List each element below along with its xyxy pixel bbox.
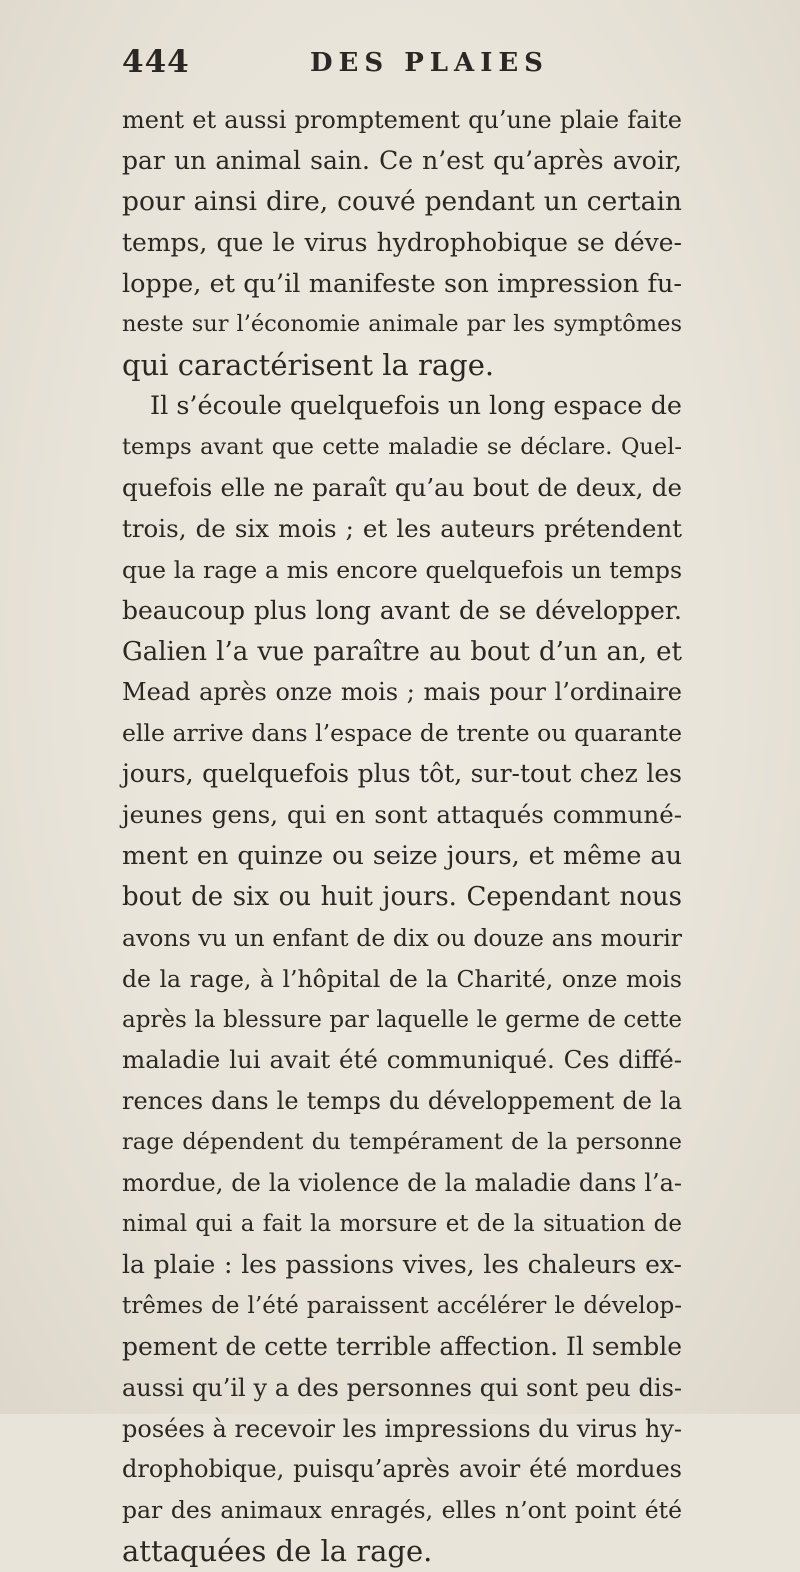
text-line: jours, quelquefois plus tôt, sur-tout chez les — [122, 759, 682, 789]
text-line: maladie lui avait été communiqué. Ces diffé- — [122, 1045, 682, 1075]
paragraph-end-line: qui caractérisent la rage. — [122, 348, 495, 383]
text-line: posées à recevoir les impressions du virus hy- — [122, 1414, 682, 1443]
paragraph-start-line: Il s’écoule quelquefois un long espace de — [150, 391, 682, 422]
text-line: loppe, et qu’il manifeste son impression fu- — [122, 268, 682, 299]
text-line: Mead après onze mois ; mais pour l’ordinaire — [122, 678, 682, 707]
text-line: rences dans le temps du développement de la — [122, 1087, 682, 1116]
text-line: pement de cette terrible affection. Il semble — [122, 1331, 682, 1361]
text-line: la plaie : les passions vives, les chaleurs ex- — [122, 1249, 682, 1279]
text-line: aussi qu’il y a des personnes qui sont peu dis- — [122, 1373, 682, 1402]
text-line: quefois elle ne paraît qu’au bout de deux, de — [122, 473, 682, 503]
text-line: ment et aussi promptement qu’une plaie faite — [122, 106, 682, 134]
page-number: 444 — [122, 44, 190, 80]
text-line: drophobique, puisqu’après avoir été mordues — [122, 1455, 682, 1484]
text-line: jeunes gens, qui en sont attaqués communé- — [122, 800, 682, 830]
text-line: nimal qui a fait la morsure et de la situation de — [122, 1211, 682, 1238]
paragraph-end-line: attaquées de la rage. — [122, 1534, 433, 1569]
text-line: rage dépendent du tempérament de la personne — [122, 1129, 682, 1156]
text-line: temps avant que cette maladie se déclare. Quel- — [122, 434, 682, 461]
text-line: pour ainsi dire, couvé pendant un certain — [122, 185, 682, 217]
text-line: bout de six ou huit jours. Cependant nous — [122, 881, 682, 912]
text-line: par des animaux enragés, elles n’ont point été — [122, 1496, 682, 1525]
text-line: beaucoup plus long avant de se développer. — [122, 595, 682, 625]
page-header — [122, 44, 682, 94]
body-text — [122, 100, 682, 1572]
text-line: avons vu un enfant de dix ou douze ans mourir — [122, 923, 682, 952]
text-line: temps, que le virus hydrophobique se déve- — [122, 227, 682, 257]
text-line: ment en quinze ou seize jours, et même au — [122, 841, 682, 872]
text-line: de la rage, à l’hôpital de la Charité, onze mois — [122, 964, 682, 993]
text-line: mordue, de la violence de la maladie dans l’a- — [122, 1169, 682, 1198]
text-line: trêmes de l’été paraissent accélérer le dévelop- — [122, 1292, 682, 1319]
text-line: Galien l’a vue paraître au bout d’un an, et — [122, 636, 682, 667]
text-line: trois, de six mois ; et les auteurs prétendent — [122, 513, 682, 543]
text-line: neste sur l’économie animale par les symptômes — [122, 311, 682, 338]
text-line: elle arrive dans l’espace de trente ou quarante — [122, 719, 682, 748]
text-line: que la rage a mis encore quelquefois un temps — [122, 555, 682, 584]
text-line: après la blessure par laquelle le germe de cette — [122, 1006, 682, 1033]
running-head: DES PLAIES — [310, 48, 549, 78]
text-line: par un animal sain. Ce n’est qu’après avoir, — [122, 145, 682, 175]
